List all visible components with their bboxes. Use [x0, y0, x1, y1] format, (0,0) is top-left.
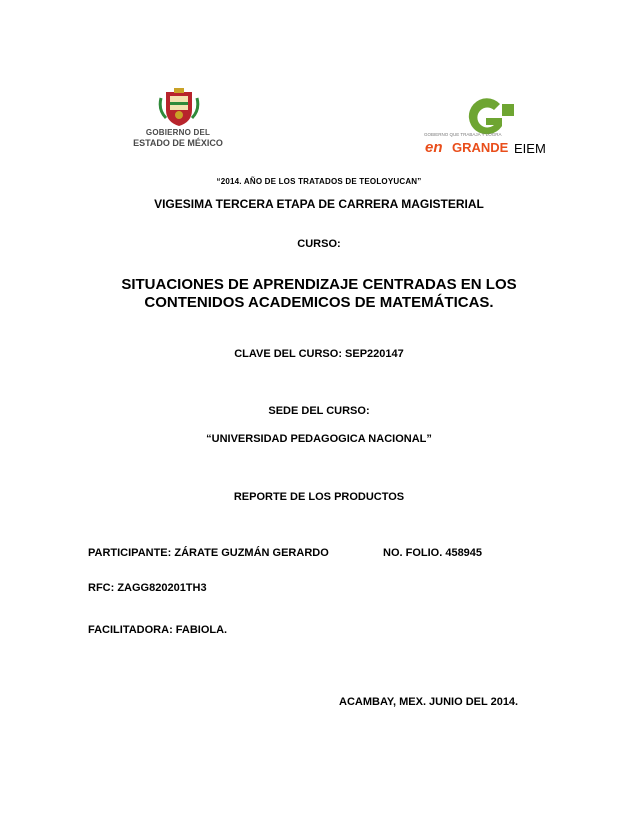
- logo-right-en: en: [425, 139, 443, 156]
- course-code: CLAVE DEL CURSO: SEP220147: [234, 348, 404, 360]
- engrande-eiem-logo: [422, 98, 562, 160]
- course-title: [0, 276, 638, 312]
- logo-left-line2: ESTADO DE MÉXICO: [133, 138, 223, 148]
- year-motto: “2014. AÑO DE LOS TRATADOS DE TEOLOYUCAN”: [216, 177, 422, 186]
- curso-label: CURSO:: [297, 238, 341, 250]
- report-title: REPORTE DE LOS PRODUCTOS: [233, 491, 405, 503]
- folio-number: NO. FOLIO. 458945: [383, 547, 483, 559]
- logo-right-eiem: EIEM: [514, 141, 546, 156]
- rfc-code: RFC: ZAGG820201TH3: [88, 582, 207, 594]
- course-title-line2: CONTENIDOS ACADEMICOS DE MATEMÁTICAS.: [144, 294, 494, 311]
- logo-right-grande: GRANDE: [452, 140, 509, 155]
- gobierno-estado-mexico-logo: [128, 88, 228, 158]
- facilitator-name: FACILITADORA: FABIOLA.: [88, 624, 228, 636]
- course-title-line1: SITUACIONES DE APRENDIZAJE CENTRADAS EN LOS: [121, 276, 517, 293]
- logo-right-tagline: GOBIERNO QUE TRABAJA Y LOGRA: [424, 132, 502, 137]
- participant-name: PARTICIPANTE: ZÁRATE GUZMÁN GERARDO: [88, 547, 329, 559]
- place-and-date: ACAMBAY, MEX. JUNIO DEL 2014.: [339, 696, 519, 708]
- coat-of-arms-icon: [158, 88, 200, 128]
- sede-name: “UNIVERSIDAD PEDAGOGICA NACIONAL”: [206, 433, 432, 445]
- sede-label: SEDE DEL CURSO:: [268, 405, 370, 417]
- logo-left-line1: GOBIERNO DEL: [145, 128, 211, 137]
- etapa-heading: VIGESIMA TERCERA ETAPA DE CARRERA MAGISTERIAL: [154, 197, 484, 211]
